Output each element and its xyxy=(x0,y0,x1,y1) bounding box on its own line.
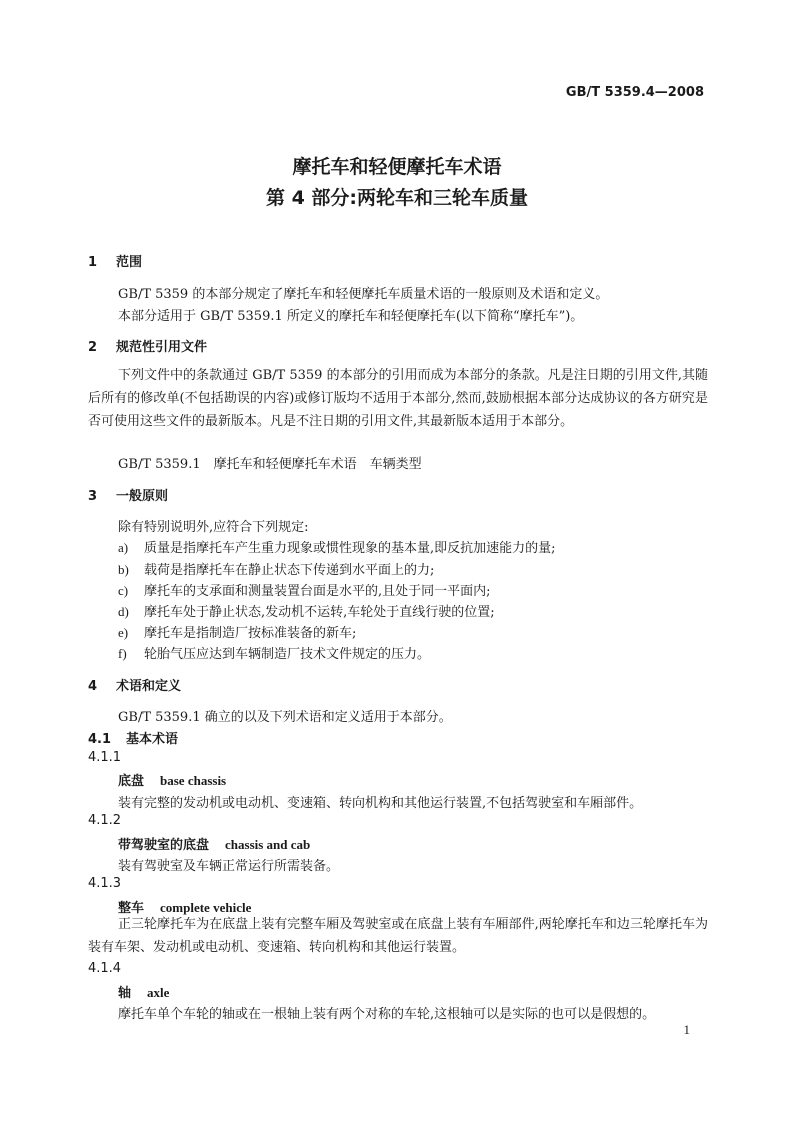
term-definition: 装有完整的发动机或电动机、变速箱、转向机构和其他运行装置,不包括驾驶室和车厢部件。 xyxy=(118,796,643,811)
term-number: 4.1.3 xyxy=(88,876,122,891)
list-marker: c) xyxy=(118,583,129,598)
document-title-line1: 摩托车和轻便摩托车术语 xyxy=(292,156,502,178)
list-item xyxy=(118,622,356,641)
section-number: 4 xyxy=(88,679,98,694)
subsection-title: 基本术语 xyxy=(126,732,179,747)
term-heading xyxy=(118,770,226,789)
subsection-4-1-heading xyxy=(88,728,178,747)
page-number: 1 xyxy=(683,1022,690,1037)
document-title-line2: 第 4 部分:两轮车和三轮车质量 xyxy=(265,187,529,209)
section-1-paragraph-2: 本部分适用于 GB/T 5359.1 所定义的摩托车和轻便摩托车(以下简称“摩托车”)。 xyxy=(118,309,584,324)
list-marker: a) xyxy=(118,540,129,555)
term-number: 4.1.2 xyxy=(88,813,122,828)
term-en: chassis and cab xyxy=(225,837,311,852)
term-definition: 装有驾驶室及车辆正常运行所需装备。 xyxy=(118,859,340,874)
section-2-heading xyxy=(88,336,207,355)
section-title: 规范性引用文件 xyxy=(116,340,208,355)
section-1-paragraph-1: GB/T 5359 的本部分规定了摩托车和轻便摩托车质量术语的一般原则及术语和定义。 xyxy=(118,287,609,302)
list-item xyxy=(118,537,556,556)
list-marker: e) xyxy=(118,625,129,640)
section-2-paragraph: 下列文件中的条款通过 GB/T 5359 的本部分的引用而成为本部分的条款。凡是注日期的引用文件,其随后所有的修改单(不包括勘误的内容)或修订版均不适用于本部分,然而,鼓励根据本部分达成协议的各方研究是否可使用这些文件的最新版本。凡是不注日期的引用文件,其最新版本适用于本部分。 xyxy=(88,368,708,429)
section-title: 一般原则 xyxy=(116,489,169,504)
standard-number: GB/T 5359.4—2008 xyxy=(565,85,704,100)
section-4-heading xyxy=(88,675,181,694)
term-definition: 摩托车单个车轮的轴或在一根轴上装有两个对称的车轮,这根轴可以是实际的也可以是假想的。 xyxy=(118,1007,656,1022)
term-zh: 底盘 xyxy=(118,774,145,789)
section-number: 3 xyxy=(88,489,98,504)
section-title: 术语和定义 xyxy=(116,679,182,694)
term-en: axle xyxy=(147,985,170,1000)
term-heading xyxy=(118,834,310,853)
section-number: 1 xyxy=(88,255,98,270)
term-definition: 正三轮摩托车为在底盘上装有完整车厢及驾驶室或在底盘上装有车厢部件,两轮摩托车和边三轮摩托车为装有车架、发动机或电动机、变速箱、转向机构和其他运行装置。 xyxy=(88,917,708,955)
list-text: 摩托车的支承面和测量装置台面是水平的,且处于同一平面内; xyxy=(144,584,491,599)
section-3-intro: 除有特别说明外,应符合下列规定: xyxy=(118,520,309,535)
list-marker: b) xyxy=(118,562,129,577)
list-text: 质量是指摩托车产生重力现象或惯性现象的基本量,即反抗加速能力的量; xyxy=(144,541,556,556)
list-text: 摩托车处于静止状态,发动机不运转,车轮处于直线行驶的位置; xyxy=(144,605,495,620)
term-zh: 整车 xyxy=(118,901,145,916)
normative-reference: GB/T 5359.1 摩托车和轻便摩托车术语 车辆类型 xyxy=(118,457,422,472)
section-number: 2 xyxy=(88,340,98,355)
list-marker: d) xyxy=(118,604,129,619)
term-number: 4.1.4 xyxy=(88,961,122,976)
section-title: 范围 xyxy=(116,255,143,270)
section-4-intro: GB/T 5359.1 确立的以及下列术语和定义适用于本部分。 xyxy=(118,710,452,725)
list-marker: f) xyxy=(118,646,127,661)
section-1-heading xyxy=(88,251,142,270)
list-item xyxy=(118,643,430,662)
term-zh: 带驾驶室的底盘 xyxy=(118,838,210,853)
term-en: complete vehicle xyxy=(160,900,252,915)
term-heading xyxy=(118,982,169,1001)
list-text: 载荷是指摩托车在静止状态下传递到水平面上的力; xyxy=(144,563,435,578)
term-en: base chassis xyxy=(160,773,227,788)
list-item xyxy=(118,559,434,578)
section-3-heading xyxy=(88,485,168,504)
list-text: 轮胎气压应达到车辆制造厂技术文件规定的压力。 xyxy=(144,647,431,662)
list-item xyxy=(118,601,495,620)
term-number: 4.1.1 xyxy=(88,750,122,765)
list-text: 摩托车是指制造厂按标准装备的新车; xyxy=(144,626,357,641)
term-zh: 轴 xyxy=(118,986,132,1001)
list-item xyxy=(118,580,491,599)
subsection-number: 4.1 xyxy=(88,732,112,747)
